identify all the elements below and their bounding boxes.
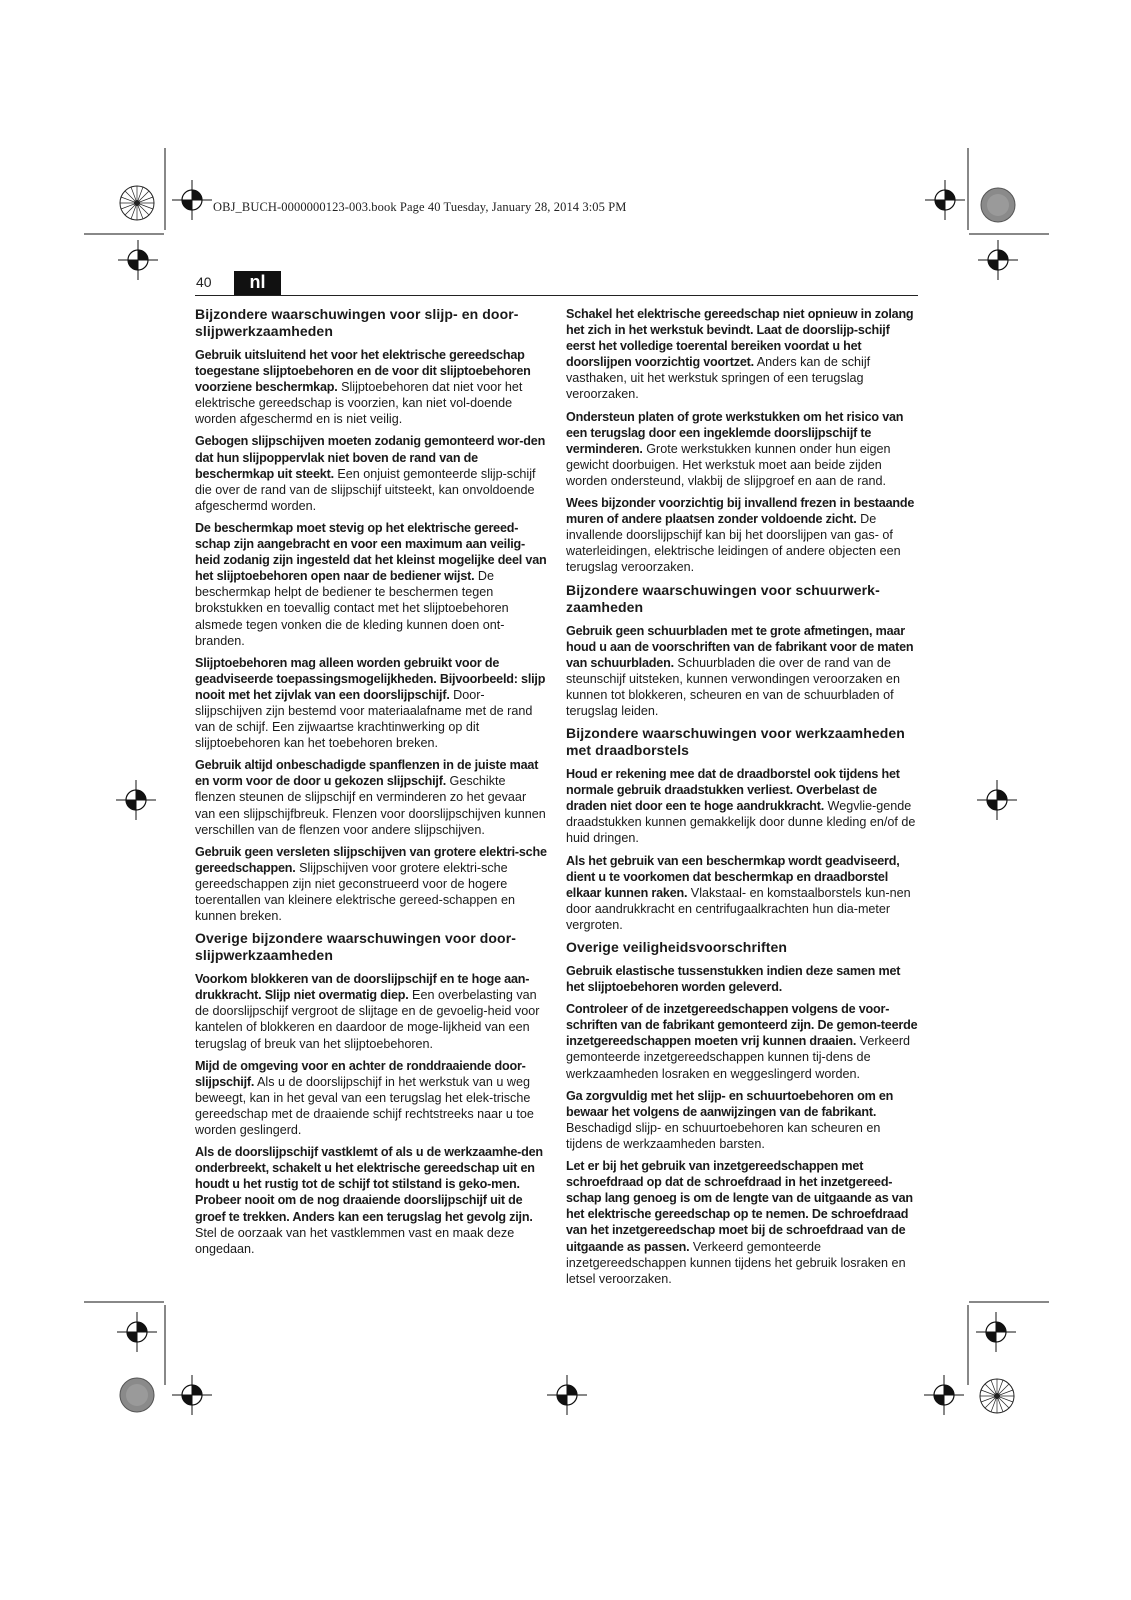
paragraph <box>195 520 547 649</box>
paragraph <box>195 757 547 837</box>
paragraph-text: Anders kan de schijf vasthaken, uit het werkstuk springen of een terugslag veroorzaken. <box>566 355 871 402</box>
paragraph-text: Grote werkstukken kunnen onder hun eigen gewicht doorbuigen. Het werkstuk moet aan beide zijden worden ondersteund, vlakbij de slijpgroef en aan de rand. <box>566 441 891 488</box>
paragraph-bold: Als het gebruik van een beschermkap wordt geadviseerd, dient u te voorkomen dat beschermkap en draadborstel elkaar kunnen raken. <box>566 853 900 900</box>
paragraph-bold: Houd er rekening mee dat de draadborstel ook tijdens het normale gebruik draadstukken verliest. Overbelast de draden niet door een te hoge aandrukkracht. <box>566 767 900 814</box>
paragraph-text: Vlakstaal- en komstaalborstels kun-nen door aandrukkracht en centrifugaalkrachten hun dia-meter vergroten. <box>566 885 911 932</box>
paragraph-text: Schuurbladen die over de rand van de steunschijf uitsteken, kunnen verwondingen veroorzaken en kunnen tot blokkeren, scheuren en van de schuurbladen of terugslag leiden. <box>566 655 900 718</box>
header-rule <box>195 295 918 296</box>
paragraph-bold: Schakel het elektrische gereedschap niet opnieuw in zolang het zich in het werkstuk bevindt. Laat de doorslijp-schijf eerst het volledige toerental bereiken voordat u het doorslijpen voorzichtig voortzet. <box>566 307 914 370</box>
paragraph-text: Slijptoebehoren dat niet voor het elektrische gereedschap is voorzien, kan niet vol-doende worden afgeschermd en is niet veilig. <box>195 380 523 427</box>
paragraph <box>195 347 547 427</box>
paragraph-text: Door-slijpschijven zijn bestemd voor materiaalafname met de rand van de schijf. Een zijwaartse krachtinwerking op dit slijptoebehoren kan het toebehoren breken. <box>195 687 533 751</box>
paragraph <box>566 963 918 995</box>
paragraph-text: De beschermkap helpt de bediener te beschermen tegen brokstukken en toevallig contact met het slijptoebehoren alsmede tegen vonken die de kleding kunnen doen ont-branden. <box>195 569 509 648</box>
paragraph-bold: De beschermkap moet stevig op het elektrische gereed-schap zijn aangebracht en voor een maximum aan veilig-heid zodanig zijn ingesteld dat het kleinst mogelijke deel van het slijptoebehoren open naar de bediener wijst. <box>195 520 547 584</box>
paragraph-text: Een onjuist gemonteerde slijp-schijf die over de rand van de slijpschijf uitsteekt, kan onvoldoende afgeschermd worden. <box>195 466 536 513</box>
paragraph-text: Stel de oorzaak van het vastklemmen vast en maak deze ongedaan. <box>195 1225 515 1256</box>
paragraph <box>566 623 918 720</box>
paragraph <box>195 433 547 513</box>
paragraph-text: Verkeerd gemonteerde inzetgereedschappen kunnen tij-dens de werkzaamheden losraken en weggeslingerd worden. <box>566 1034 911 1081</box>
paragraph <box>195 971 547 1051</box>
paragraph-bold: Als de doorslijpschijf vastklemt of als u de werkzaamhe-den onderbreekt, schakelt u het elektrische gereedschap uit en houdt u het rustig tot de schijf tot stilstand is geko-men. Probeer nooit om de nog draaiende doorslijpschijf uit de groef te trekken. Anders kan een terugslag het gevolg zijn. <box>195 1145 543 1224</box>
paragraph-text: Beschadigd slijp- en schuurtoebehoren kan scheuren en tijdens de werkzaamheden barsten. <box>566 1120 881 1151</box>
book-file-line: OBJ_BUCH-0000000123-003.book Page 40 Tuesday, January 28, 2014 3:05 PM <box>213 200 627 214</box>
paragraph-bold: Gebruik uitsluitend het voor het elektrische gereedschap toegestane slijptoebehoren en de voor dit slijptoebehoren voorziene beschermkap. <box>195 348 531 395</box>
paragraph-bold: Gebruik elastische tussenstukken indien deze samen met het slijptoebehoren worden geleverd. <box>566 964 901 995</box>
paragraph-text: De invallende doorslijpschijf kan bij het doorslijpen van gas- of waterleidingen, elektrische leidingen of andere objecten een terugslag veroorzaken. <box>566 512 901 575</box>
paragraph <box>566 409 918 489</box>
paragraph <box>566 1158 918 1287</box>
section-heading: Overige veiligheidsvoorschriften <box>566 939 788 955</box>
paragraph-text: Als u de doorslijpschijf in het werkstuk van u weg beweegt, kan in het geval van een terugslag het elek-trische gereedschap met de draaiende schijf rechtstreeks naar u toe worden geslingerd. <box>195 1074 534 1138</box>
paragraph-bold: Wees bijzonder voorzichtig bij invallend frezen in bestaande muren of andere plaatsen zonder voldoende zicht. <box>566 496 915 527</box>
section-heading: Bijzondere waarschuwingen voor slijp- en door-slijpwerkzaamheden <box>195 306 519 339</box>
left-column <box>195 306 547 1263</box>
paragraph <box>195 844 547 924</box>
section-heading: Bijzondere waarschuwingen voor schuurwerk-zaamheden <box>566 581 880 615</box>
paragraph-bold: Voorkom blokkeren van de doorslijpschijf en te hoge aan-drukkracht. Slijp niet overmatig diep. <box>195 972 530 1003</box>
paragraph <box>195 1058 547 1138</box>
paragraph <box>566 853 918 933</box>
paragraph-text: Geschikte flenzen steunen de slijpschijf en verminderen zo het gevaar van een slijpschijfbreuk. Flenzen voor doorslijpschijven kunnen verschillen van de flenzen voor andere slijpschijven. <box>195 774 546 837</box>
paragraph-text: Slijpschijven voor grotere elektri-sche gereedschappen zijn niet geconstrueerd voor de hogere toerentallen van kleinere elektrische gereed-schappen en kunnen breken. <box>195 860 515 924</box>
paragraph <box>566 306 918 403</box>
paragraph-text: Een overbelasting van de doorslijpschijf vergroot de slijtage en de gevoelig-heid voor kantelen of blokkeren en daardoor de moge-lijkheid van een terugslag of breuk van het slijptoebehoren. <box>195 988 540 1051</box>
paragraph-text: Wegvlie-gende draadstukken kunnen gemakkelijk door dunne kleding en/of de huid dringen. <box>566 799 916 846</box>
page-number: 40 <box>196 274 212 290</box>
section-heading: Bijzondere waarschuwingen voor werkzaamheden met draadborstels <box>566 725 905 759</box>
paragraph-bold: Controleer of de inzetgereedschappen volgens de voor-schriften van de fabrikant gemonteerd zijn. De gemon-teerde inzetgereedschappen moeten vrij kunnen draaien. <box>566 1002 918 1049</box>
paragraph <box>566 1088 918 1152</box>
paragraph <box>566 1001 918 1081</box>
paragraph-bold: Slijptoebehoren mag alleen worden gebruikt voor de geadviseerde toepassingsmogelijkheden. Bijvoorbeeld: slijp nooit met het zijvlak van een doorslijpschijf. <box>195 655 546 702</box>
paragraph-bold: Ga zorgvuldig met het slijp- en schuurtoebehoren om en bewaar het volgens de aanwijzingen van de fabrikant. <box>566 1088 894 1119</box>
paragraph-bold: Let er bij het gebruik van inzetgereedschappen met schroefdraad op dat de schroefdraad in het inzetgereed-schap lang genoeg is om de lengte van de uitgaande as van het elektrische gereedschap op te nemen. De schroefdraad van het inzetgereedschap moet bij de schroefdraad van de uitgaande as passen. <box>566 1159 913 1254</box>
paragraph-text: Verkeerd gemonteerde inzetgereedschappen kunnen tijdens het gebruik losraken en letsel veroorzaken. <box>566 1239 906 1286</box>
paragraph-bold: Gebogen slijpschijven moeten zodanig gemonteerd wor-den dat hun slijpoppervlak niet boven de rand van de beschermkap uit steekt. <box>195 434 546 481</box>
paragraph <box>566 495 918 575</box>
paragraph <box>195 1144 547 1257</box>
paragraph <box>195 655 547 752</box>
section-heading: Overige bijzondere waarschuwingen voor door-slijpwerkzaamheden <box>195 930 517 964</box>
paragraph <box>566 766 918 846</box>
paragraph-bold: Gebruik altijd onbeschadigde spanflenzen in de juiste maat en vorm voor de door u gekozen slijpschijf. <box>195 758 539 789</box>
paragraph-bold: Mijd de omgeving voor en achter de ronddraaiende door-slijpschijf. <box>195 1058 526 1089</box>
language-tab: nl <box>234 271 281 295</box>
paragraph-bold: Gebruik geen schuurbladen met te grote afmetingen, maar houd u aan de voorschriften van de fabrikant voor de maten van schuurbladen. <box>566 623 914 670</box>
paragraph-bold: Gebruik geen versleten slijpschijven van grotere elektri-sche gereedschappen. <box>195 844 547 875</box>
paragraph-bold: Ondersteun platen of grote werkstukken om het risico van een terugslag door een ingeklemde doorslijpschijf te verminderen. <box>566 409 904 456</box>
right-column <box>566 306 918 1293</box>
